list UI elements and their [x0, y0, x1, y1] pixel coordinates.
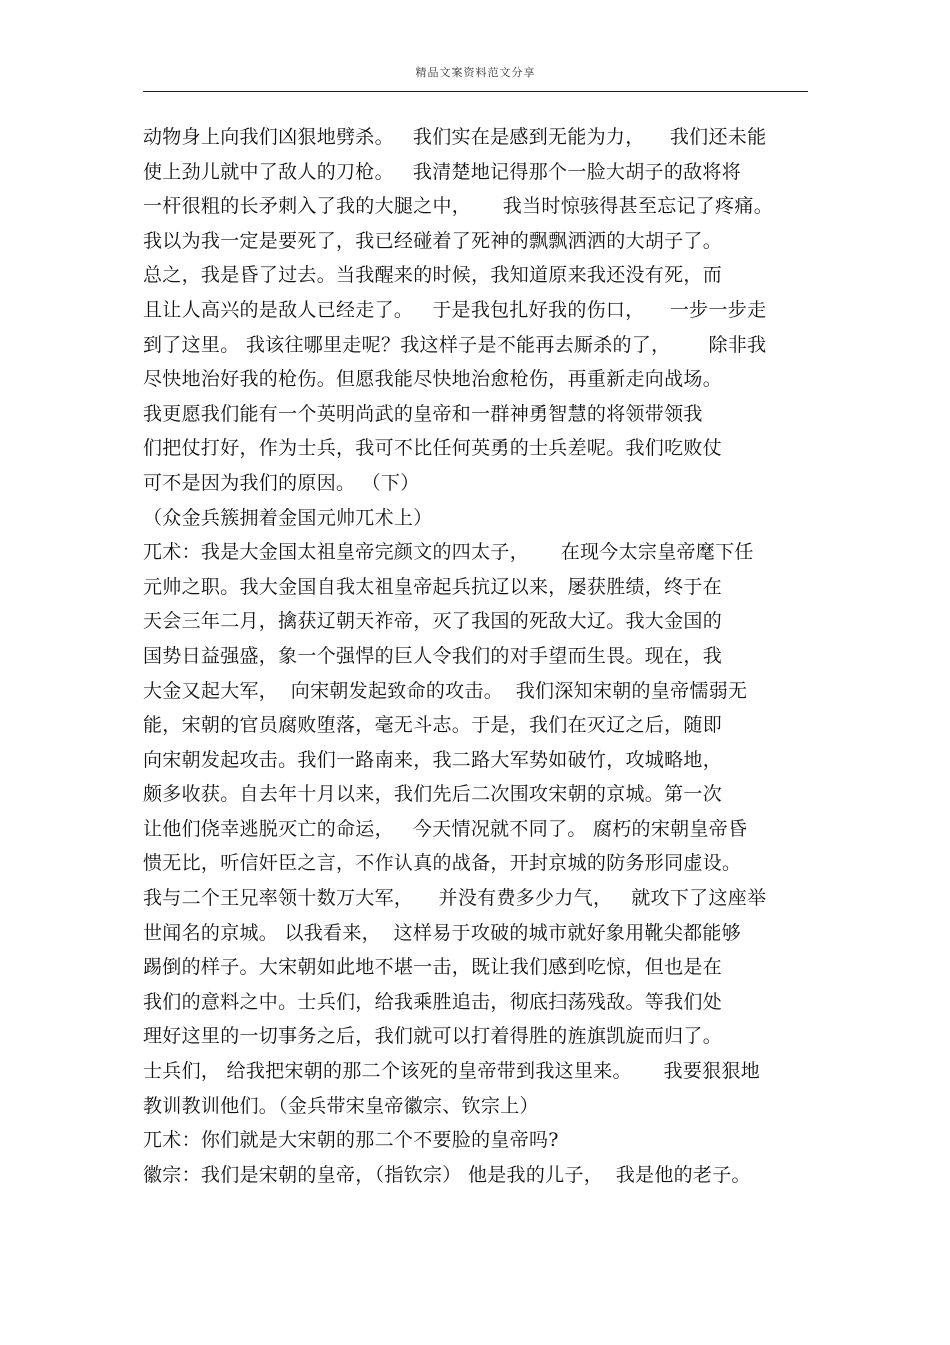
text-line: 我们的意料之中。士兵们，给我乘胜追击，彻底扫荡残敌。等我们处	[143, 990, 723, 1013]
text-line: 理好这里的一切事务之后，我们就可以打着得胜的旌旗凯旋而归了。	[143, 1025, 723, 1048]
header-divider	[143, 91, 808, 92]
text-line: 国势日益强盛，象一个强悍的巨人令我们的对手望而生畏。现在，我	[143, 644, 723, 667]
text-line: 可不是因为我们的原因。 （下）	[143, 471, 420, 494]
text-line: 让他们侥幸逃脱灭亡的命运， 今天情况就不同了。 腐朽的宋朝皇帝昏	[143, 817, 748, 840]
page-header: 精品文案资料范文分享	[415, 66, 536, 79]
text-line: 使上劲儿就中了敌人的刀枪。 我清楚地记得那个一脸大胡子的敌将将	[143, 160, 742, 183]
text-line: 动物身上向我们凶狠地劈杀。 我们实在是感到无能为力， 我们还未能	[143, 126, 767, 148]
text-line: 大金又起大军， 向宋朝发起致命的攻击。 我们深知宋朝的皇帝懦弱无	[143, 679, 748, 702]
dialogue-line: 兀术：你们就是大宋朝的那二个不要脸的皇帝吗?	[143, 1129, 559, 1152]
text-line: 颇多收获。自去年十月以来，我们先后二次围攻宋朝的京城。第一次	[143, 783, 723, 806]
text-line: 向宋朝发起攻击。我们一路南来，我二路大军势如破竹，攻城略地，	[143, 748, 723, 771]
text-line: 我更愿我们能有一个英明尚武的皇帝和一群神勇智慧的将领带领我	[143, 402, 703, 425]
text-line: 踢倒的样子。大宋朝如此地不堪一击，既让我们感到吃惊，但也是在	[143, 956, 723, 979]
text-line: 天会三年二月，擒获辽朝天祚帝，灭了我国的死敌大辽。我大金国的	[143, 610, 723, 633]
text-line: 世闻名的京城。 以我看来， 这样易于攻破的城市就好象用靴尖都能够	[143, 921, 742, 944]
text-line: 们把仗打好，作为士兵，我可不比任何英勇的士兵差呢。我们吃败仗	[143, 437, 723, 460]
text-line: 我与二个王兄率领十数万大军， 并没有费多少力气， 就攻下了这座举	[143, 887, 767, 910]
text-line: 总之，我是昏了过去。当我醒来的时候，我知道原来我还没有死，而	[143, 264, 723, 287]
text-line: 教训教训他们。（金兵带宋皇帝徽宗、钦宗上）	[143, 1094, 539, 1117]
text-line: 士兵们， 给我把宋朝的那二个该死的皇帝带到我这里来。 我要狠狠地	[143, 1060, 761, 1083]
dialogue-line: 徽宗：我们是宋朝的皇帝，（指钦宗） 他是我的儿子， 我是他的老子。	[143, 1163, 751, 1186]
text-line: 元帅之职。我大金国自我太祖皇帝起兵抗辽以来，屡获胜绩，终于在	[143, 575, 723, 598]
text-line: 到了这里。 我该往哪里走呢？我这样子是不能再去厮杀的了， 除非我	[143, 333, 767, 356]
document-body	[143, 120, 813, 1192]
text-line: 我以为我一定是要死了，我已经碰着了死神的飘飘洒洒的大胡子了。	[143, 229, 723, 252]
text-line: 且让人高兴的是敌人已经走了。 于是我包扎好我的伤口， 一步一步走	[143, 298, 767, 321]
text-line: 尽快地治好我的枪伤。但愿我能尽快地治愈枪伤，再重新走向战场。	[143, 368, 723, 391]
text-line: 一杆很粗的长矛刺入了我的大腿之中， 我当时惊骇得甚至忘记了疼痛。	[143, 195, 773, 218]
stage-direction: （众金兵簇拥着金国元帅兀术上）	[143, 506, 433, 529]
dialogue-line: 兀术：我是大金国太祖皇帝完颜文的四太子， 在现今太宗皇帝麾下任	[143, 541, 754, 564]
text-line: 能，宋朝的官员腐败堕落，毫无斗志。于是，我们在灭辽之后，随即	[143, 714, 723, 737]
text-line: 愦无比，听信奸臣之言，不作认真的战备，开封京城的防务形同虚设。	[143, 852, 742, 875]
